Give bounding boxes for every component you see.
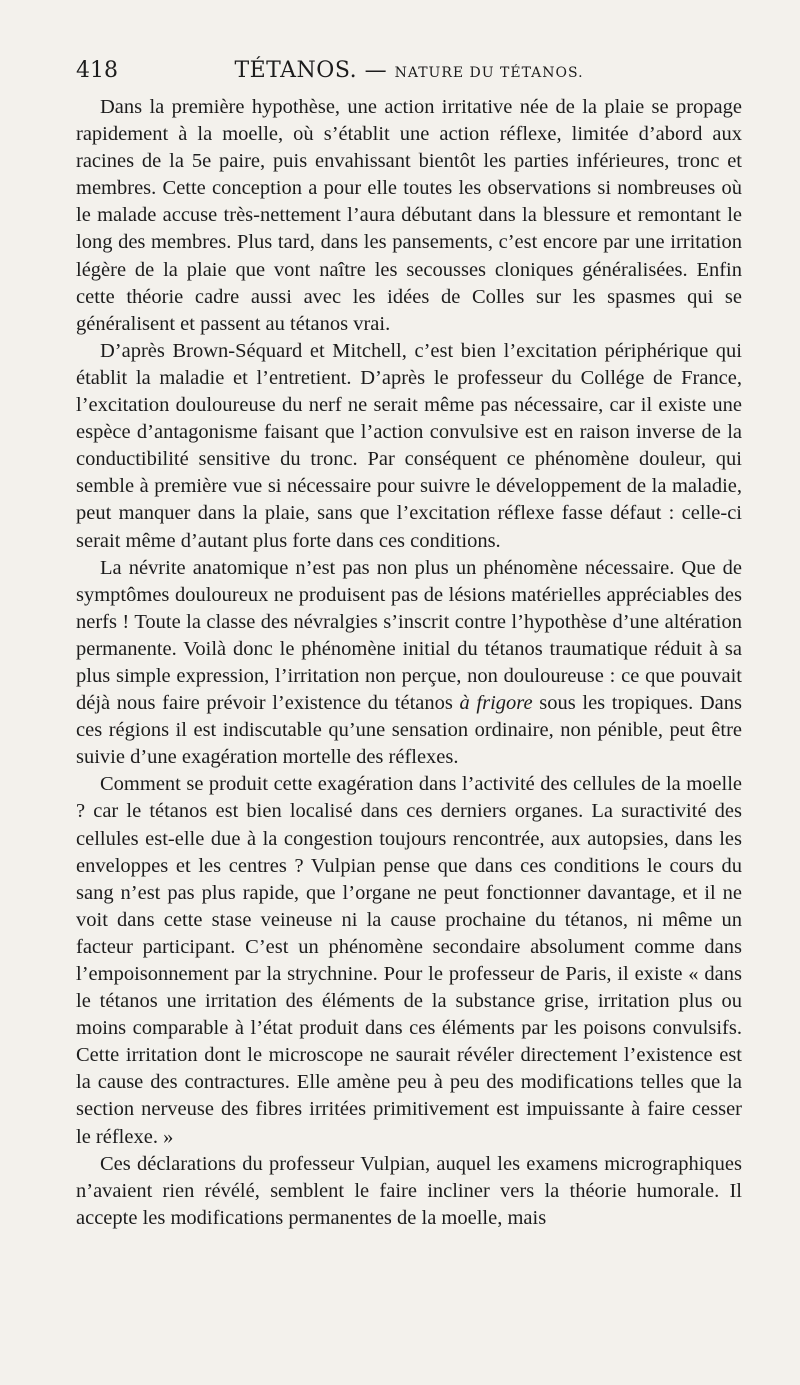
italic-phrase: à frigore	[459, 692, 533, 715]
paragraph-2: D’après Brown-Séquard et Mitchell, c’est bien l’excitation périphérique qui établit la maladie et l’entretient. D’après le professeur du Collége de France, l’excitation douloureuse du nerf ne serait même pas nécessaire, car il existe une espèce d’antagonisme faisant que l’action convulsive est en raison inverse de la conductibilité sensitive du tronc. Par conséquent ce phénomène douleur, qui semble à première vue si nécessaire pour suivre le développement de la maladie, peut manquer dans la plaie, sans que l’excitation réflexe fasse défaut : celle-ci serait même d’autant plus forte dans ces conditions.	[76, 339, 742, 552]
running-title	[76, 58, 742, 83]
body-text	[76, 94, 742, 1232]
paragraph-3-text: La névrite anatomique n’est pas non plus un phénomène nécessaire. Que de symptômes douloureux ne produisent pas de lésions matérielles appréciables des nerfs ! Toute la classe des névralgies s’inscrit contre l’hypothèse d’une altération permanente. Voilà donc le phénomène initial du tétanos traumatique réduit à sa plus simple expression, l’irritation non perçue, non douloureuse : ce que pouvait déjà nous faire prévoir l’existence du tétanos	[76, 556, 742, 715]
running-title-main: TÉTANOS.	[234, 58, 358, 83]
paragraph-1: Dans la première hypothèse, une action irritative née de la plaie se propage rapidement à la moelle, où s’établit une action réflexe, limitée d’abord aux racines de la 5e paire, puis envahissant bientôt les parties inférieures, tronc et membres. Cette conception a pour elle toutes les observations si nombreuses où le malade accuse très-nettement l’aura débutant dans la blessure et remontant le long des membres. Plus tard, dans les pansements, c’est encore par une irritation légère de la plaie que vont naître les secousses cloniques généralisées. Enfin cette théorie cadre aussi avec les idées de Colles sur les spasmes qui se généralisent et passent au tétanos vrai.	[76, 96, 742, 335]
paragraph-3	[76, 555, 742, 772]
paragraph-4: Comment se produit cette exagération dans l’activité des cellules de la moelle ? car le tétanos est bien localisé dans ces derniers organes. La suractivité des cellules est-elle due à la congestion toujours rencontrée, aux autopsies, dans les enveloppes et les centres ? Vulpian pense que dans ces conditions le cours du sang n’est pas plus rapide, que l’organe ne peut fonctionner davantage, et il ne voit dans cette stase veineuse ni la cause prochaine du tétanos, ni même un facteur participant. C’est un phénomène secondaire absolument comme dans l’empoisonnement par la strychnine. Pour le professeur de Paris, il existe « dans le tétanos une irritation des éléments de la substance grise, irritation plus ou moins comparable à l’état produit dans ces éléments par les poisons convulsifs. Cette irritation dont le microscope ne saurait révéler directement l’existence est la cause des contractures. Elle amène peu à peu des modifications telles que la section nerveuse des fibres irritées primitivement est impuissante à faire cesser le réflexe. »	[76, 773, 742, 1148]
running-title-subtitle: NATURE DU TÉTANOS.	[394, 65, 584, 81]
running-title-separator: —	[364, 58, 388, 83]
page-number: 418	[76, 58, 118, 83]
page-header	[76, 58, 742, 88]
paragraph-5: Ces déclarations du professeur Vulpian, auquel les examens micrographiques n’avaient rien révélé, semblent le faire incliner vers la théorie humorale. Il accepte les modifications permanentes de la moelle, mais	[76, 1152, 742, 1229]
paragraph-3-tail: sous les tropiques. Dans ces régions il est indiscutable qu’une sensation ordinaire, non pénible, peut être suivie d’une exagération mortelle des réflexes.	[76, 692, 743, 769]
